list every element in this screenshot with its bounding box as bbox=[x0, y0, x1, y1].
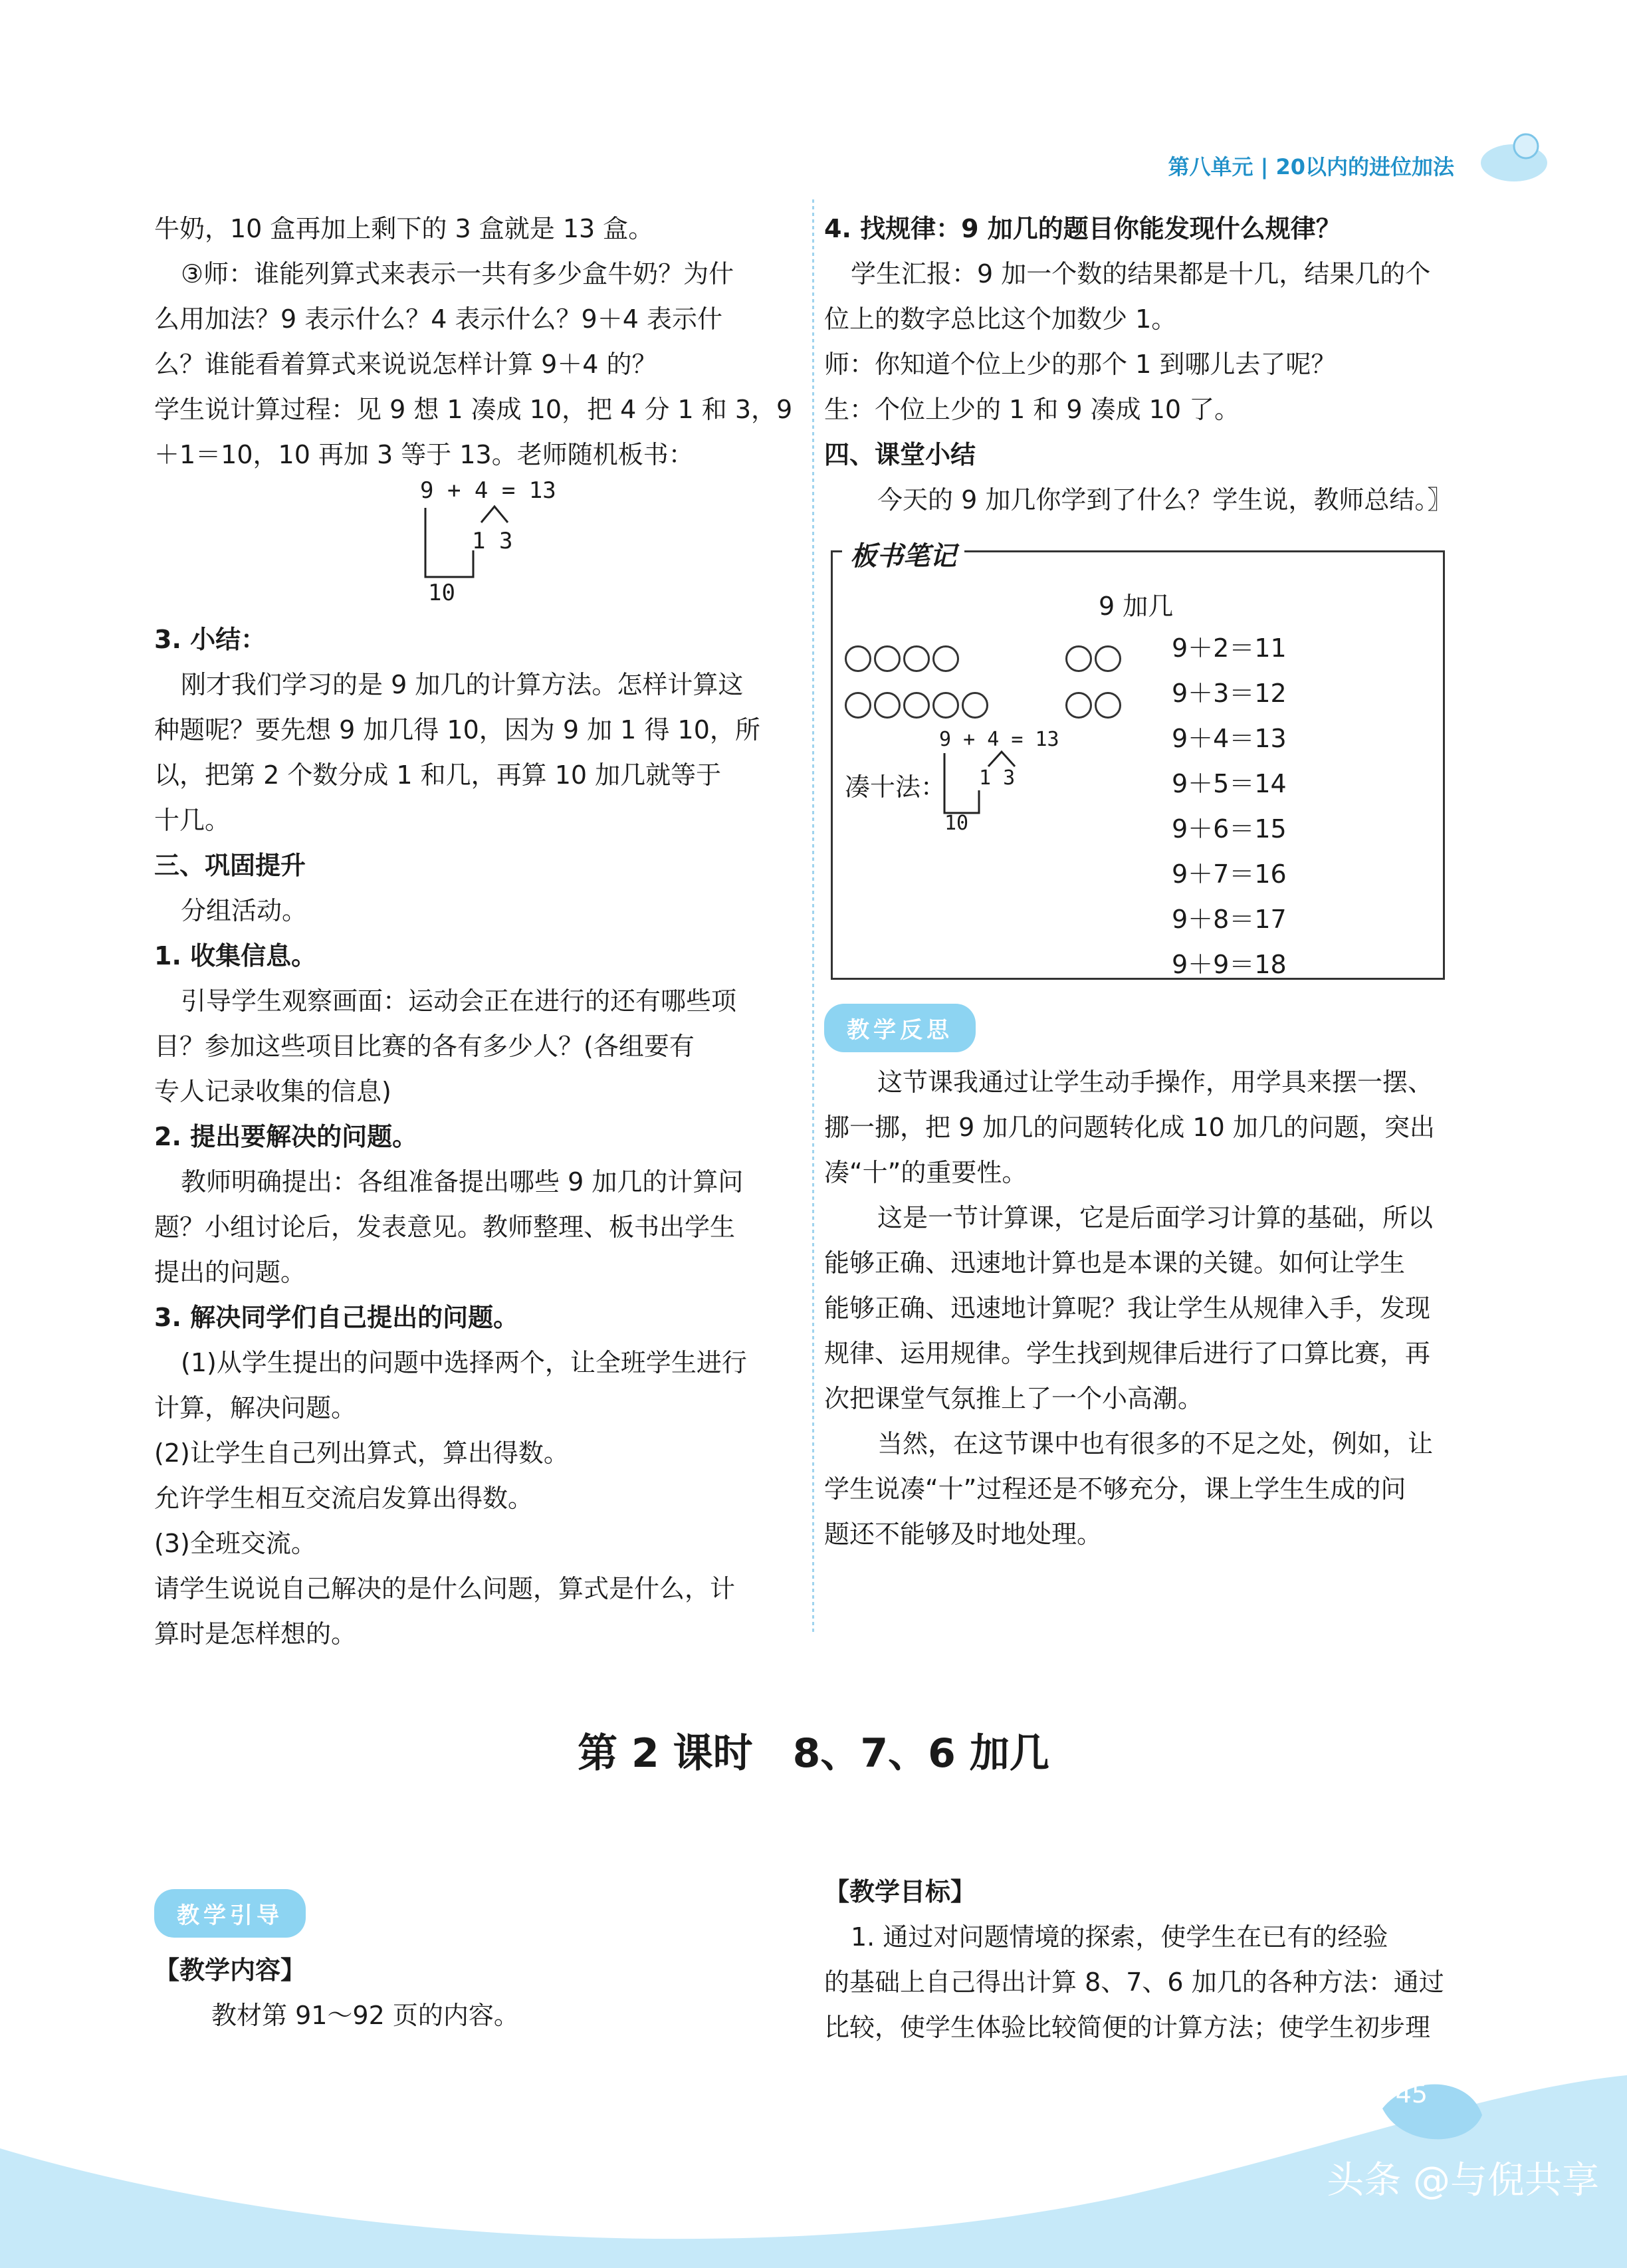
left-column-line: 请学生说说自己解决的是什么问题，算式是什么，计 bbox=[154, 1574, 736, 1603]
board-label: 板书笔记 bbox=[842, 535, 964, 573]
left-column-line: 2. 提出要解决的问题。 bbox=[154, 1122, 418, 1151]
board-equations bbox=[1172, 625, 1287, 987]
left-column-line: 计算，解决问题。 bbox=[154, 1393, 357, 1422]
lesson-title: 第 2 课时 8、7、6 加几 bbox=[578, 1730, 1049, 1777]
reflection-line: 能够正确、迅速地计算呢？我让学生从规律入手，发现 bbox=[824, 1294, 1431, 1323]
watermark: 头条 @与倪共享 bbox=[1327, 2159, 1599, 2202]
circles-row-3 bbox=[1065, 645, 1124, 672]
column-divider bbox=[812, 199, 814, 1635]
right-column-line: 四、课堂小结 bbox=[824, 440, 976, 469]
reflection-text bbox=[824, 1060, 1482, 1557]
reflection-line: 这是一节计算课，它是后面学习计算的基础，所以 bbox=[877, 1203, 1434, 1232]
board-equation: 9＋5＝14 bbox=[1172, 769, 1287, 798]
left-column-line: 3. 小结： bbox=[154, 625, 267, 654]
left-column bbox=[154, 206, 806, 1656]
left-column-line: 目？参加这些项目比赛的各有多少人？(各组要有 bbox=[154, 1032, 695, 1061]
goal-line: 1. 通过对问题情境的探索，使学生在已有的经验 bbox=[851, 1922, 1388, 1952]
right-column-line: 师：你知道个位上少的那个 1 到哪儿去了呢？ bbox=[824, 350, 1337, 379]
board-title: 9 加几 bbox=[1099, 592, 1174, 621]
content-text: 教材第 91～92 页的内容。 bbox=[211, 2001, 519, 2030]
reflection-line: 当然，在这节课中也有很多的不足之处，例如，让 bbox=[877, 1429, 1434, 1458]
reflection-badge bbox=[824, 1004, 976, 1052]
left-column-line: 十几。 bbox=[154, 806, 231, 835]
board-equation: 9＋6＝15 bbox=[1172, 814, 1287, 844]
reflection-line: 这节课我通过让学生动手操作，用学具来摆一摆、 bbox=[877, 1068, 1434, 1097]
left-column-line: 提出的问题。 bbox=[154, 1258, 306, 1287]
left-column-line: 算时是怎样想的。 bbox=[154, 1619, 357, 1648]
header-mascot-icon bbox=[1474, 126, 1554, 186]
right-column bbox=[824, 206, 1482, 522]
right-column-line: 生：个位上少的 1 和 9 凑成 10 了。 bbox=[824, 395, 1240, 424]
left-column-line: 以，把第 2 个数分成 1 和几，再算 10 加几就等于 bbox=[154, 760, 722, 790]
circles-row-1 bbox=[845, 645, 962, 672]
left-column-line: 学生说计算过程：见 9 想 1 凑成 10，把 4 分 1 和 3，9 bbox=[154, 395, 793, 424]
reflection-line: 次把课堂气氛推上了一个小高潮。 bbox=[824, 1384, 1204, 1413]
left-column-line: 1. 收集信息。 bbox=[154, 941, 317, 970]
board-formula-top: 9 + 4 = 13 bbox=[939, 728, 1059, 751]
content-heading: 【教学内容】 bbox=[154, 1956, 306, 1985]
left-column-line: 么用加法？9 表示什么？4 表示什么？9＋4 表示什 bbox=[154, 304, 722, 334]
left-column-line: 三、巩固提升 bbox=[154, 851, 306, 880]
reflection-label: 教学反思 bbox=[824, 1004, 976, 1052]
board-equation: 9＋2＝11 bbox=[1172, 633, 1287, 663]
reflection-line: 凑“十”的重要性。 bbox=[824, 1158, 1028, 1187]
left-column-line: (2)让学生自己列出算式，算出得数。 bbox=[154, 1438, 569, 1468]
board-formula-split: 1 3 bbox=[979, 766, 1016, 790]
reflection-line: 挪一挪，把 9 加几的问题转化成 10 加几的问题，突出 bbox=[824, 1113, 1435, 1142]
left-column-line: 牛奶，10 盒再加上剩下的 3 盒就是 13 盒。 bbox=[154, 214, 654, 243]
left-column-line: 允许学生相互交流启发算出得数。 bbox=[154, 1484, 534, 1513]
page-number: 45 bbox=[1395, 2079, 1428, 2108]
board-equation: 9＋7＝16 bbox=[1172, 859, 1287, 889]
chapter-header: 第八单元 | 20以内的进位加法 bbox=[1168, 154, 1454, 179]
reflection-line: 规律、运用规律。学生找到规律后进行了口算比赛，再 bbox=[824, 1339, 1431, 1368]
guide-badge bbox=[154, 1889, 306, 1938]
goal-line: 比较，使学生体验比较简便的计算方法；使学生初步理 bbox=[824, 2013, 1431, 2042]
right-column-line: 位上的数字总比这个加数少 1。 bbox=[824, 304, 1177, 334]
left-formula bbox=[154, 477, 806, 617]
left-column-line: 题？小组讨论后，发表意见。教师整理、板书出学生 bbox=[154, 1212, 736, 1242]
goal-text bbox=[824, 1914, 1482, 2050]
circles-row-4 bbox=[1065, 692, 1124, 719]
goal-line: 的基础上自己得出计算 8、7、6 加几的各种方法：通过 bbox=[824, 1968, 1444, 1997]
left-column-line: 引导学生观察画面：运动会正在进行的还有哪些项 bbox=[181, 986, 737, 1016]
left-column-line: ＋1＝10，10 再加 3 等于 13。老师随机板书： bbox=[154, 440, 694, 469]
left-column-line: (1)从学生提出的问题中选择两个，让全班学生进行 bbox=[181, 1348, 747, 1377]
left-column-line: 3. 解决同学们自己提出的问题。 bbox=[154, 1303, 519, 1332]
left-column-line: 种题呢？要先想 9 加几得 10，因为 9 加 1 得 10，所 bbox=[154, 715, 760, 744]
reflection-line: 能够正确、迅速地计算也是本课的关键。如何让学生 bbox=[824, 1248, 1406, 1278]
right-column-line: 学生汇报：9 加一个数的结果都是十几，结果几的个 bbox=[851, 259, 1431, 288]
left-column-line: (3)全班交流。 bbox=[154, 1529, 316, 1558]
board-equation: 9＋8＝17 bbox=[1172, 905, 1287, 934]
board-equation: 9＋4＝13 bbox=[1172, 724, 1287, 753]
formula-bottom: 10 bbox=[428, 580, 455, 606]
formula-top: 9 + 4 = 13 bbox=[420, 477, 556, 504]
board-formula-bottom: 10 bbox=[944, 812, 969, 835]
right-column-line: 4. 找规律：9 加几的题目你能发现什么规律？ bbox=[824, 214, 1341, 243]
left-column-line: 分组活动。 bbox=[181, 896, 308, 925]
left-column-line: 专人记录收集的信息) bbox=[154, 1077, 391, 1106]
left-column-line: ③师：谁能列算式来表示一共有多少盒牛奶？为什 bbox=[181, 259, 734, 288]
reflection-line: 学生说凑“十”过程还是不够充分，课上学生生成的问 bbox=[824, 1474, 1406, 1504]
reflection-line: 题还不能够及时地处理。 bbox=[824, 1520, 1103, 1549]
board-equation: 9＋3＝12 bbox=[1172, 679, 1287, 708]
circles-row-2 bbox=[845, 692, 991, 719]
goal-heading: 【教学目标】 bbox=[824, 1877, 976, 1906]
left-column-line: 教师明确提出：各组准备提出哪些 9 加几的计算问 bbox=[181, 1167, 744, 1196]
guide-label: 教学引导 bbox=[154, 1889, 306, 1938]
formula-split: 1 3 bbox=[472, 528, 513, 554]
left-column-line: 么？谁能看着算式来说说怎样计算 9＋4 的？ bbox=[154, 350, 657, 379]
left-column-line: 刚才我们学习的是 9 加几的计算方法。怎样计算这 bbox=[181, 670, 744, 699]
board-notes bbox=[831, 541, 1445, 980]
board-equation: 9＋9＝18 bbox=[1172, 950, 1287, 979]
right-column-line: 今天的 9 加几你学到了什么？学生说，教师总结。〗 bbox=[877, 485, 1453, 514]
board-method-label: 凑十法： bbox=[845, 772, 946, 802]
